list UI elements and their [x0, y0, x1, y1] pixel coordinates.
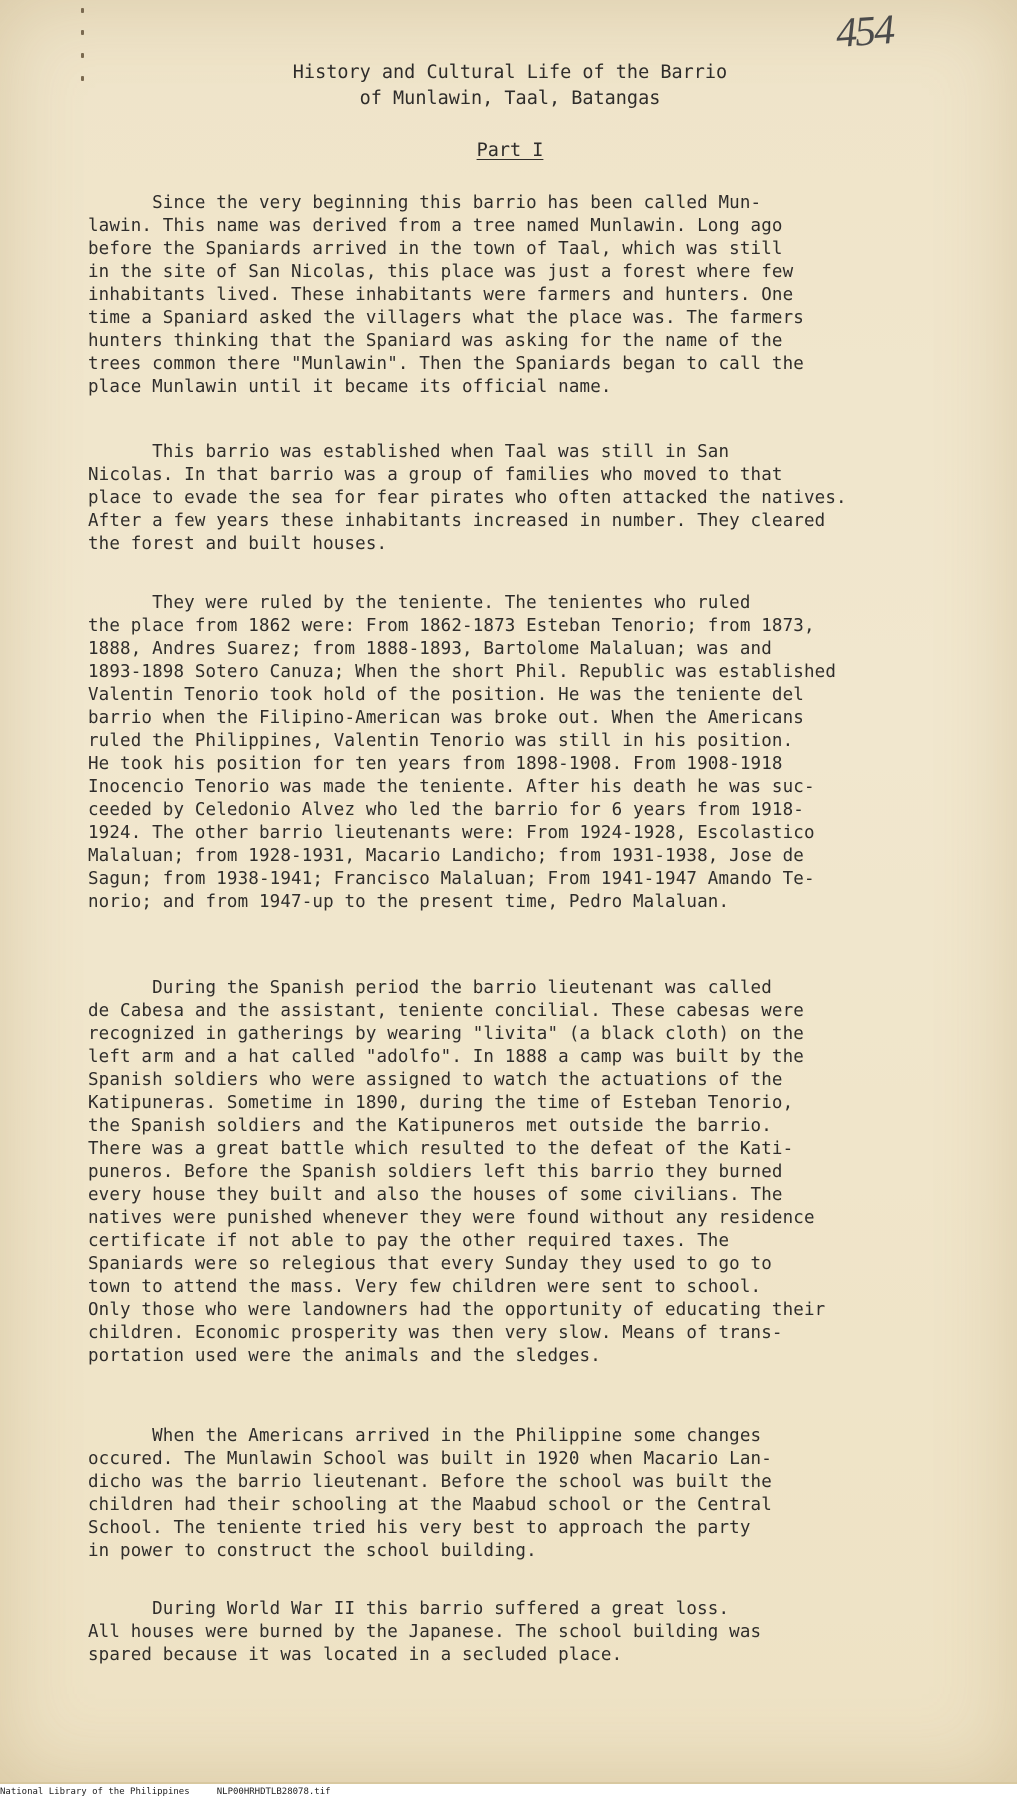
- paragraph-origin-of-name: Since the very beginning this barrio has been called Mun- lawin. This name was derived from a tree named Munlawin. Long ago before the Spaniards arrived in the town of Taal, which was still in the site of San Nicolas, this place was just a forest where few inhabitants lived. These inhabitants were farmers and hunters. One time a Spaniard asked the villagers what the place was. The farmers hunters thinking that the Spaniard was asking for the name of the trees common there "Munlawin". Then the Spaniards began to call the place Munlawin until it became its official name.: [88, 193, 804, 397]
- paragraph-tenientes: They were ruled by the teniente. The tenientes who ruled the place from 1862 were: From 1862-1873 Esteban Tenorio; from 1873, 1888, Andres Suarez; from 1888-1893, Bartolome Malaluan; was and 1893-1898 Sotero Canuza; When the short Phil. Republic was established Valentin Tenorio took hold of the position. He was the teniente del barrio when the Filipino-American was broke out. When the Americans ruled the Philippines, Valentin Tenorio was still in his position. He took his position for ten years from 1898-1908. From 1908-1918 Inocencio Tenorio was made the teniente. After his death he was suc- ceeded by Celedonio Alvez who led the barrio for 6 years from 1918- 1924. The other barrio lieutenants were: From 1924-1928, Escolastico Malaluan; from 1928-1931, Macario Landicho; from 1931-1938, Jose de Sagun; from 1938-1941; Francisco Malaluan; From 1941-1947 Amando Te- norio; and from 1947-up to the present time, Pedro Malaluan.: [88, 593, 837, 912]
- punch-mark: [81, 76, 84, 81]
- handwritten-page-number: 454: [834, 7, 895, 57]
- document-title-line-2: of Munlawin, Taal, Batangas: [359, 88, 661, 109]
- punch-mark: [81, 8, 84, 13]
- part-heading: [130, 140, 890, 161]
- paragraph-world-war-ii: During World War II this barrio suffered a great loss. All houses were burned by the Japanese. The school building was spared because it was located in a secluded place.: [88, 1599, 762, 1665]
- part-heading-text: Part I: [476, 140, 544, 161]
- archive-name: National Library of the Philippines: [0, 1787, 190, 1797]
- paragraph-establishment: This barrio was established when Taal was still in San Nicolas. In that barrio was a group of families who moved to that place to evade the sea for fear pirates who often attacked the natives. After a few years these inhabitants increased in number. They cleared the forest and built houses.: [88, 442, 847, 554]
- file-name: NLP00HRHDTLB28078.tif: [216, 1787, 331, 1797]
- punch-mark: [81, 53, 84, 58]
- paragraph-american-period: When the Americans arrived in the Philippine some changes occured. The Munlawin School was built in 1920 when Macario Lan- dicho was the barrio lieutenant. Before the school was built the children had their schooling at the Maabud school or the Central School. The teniente tried his very best to approach the party in power to construct the school building.: [88, 1426, 772, 1561]
- paragraph-spanish-period: During the Spanish period the barrio lieutenant was called de Cabesa and the assistant, teniente concilial. These cabesas were recognized in gatherings by wearing "livita" (a black cloth) on the left arm and a hat called "adolfo". In 1888 a camp was built by the Spanish soldiers who were assigned to watch the actuations of the Katipuneras. Sometime in 1890, during the time of Esteban Tenorio, the Spanish soldiers and the Katipuneros met outside the barrio. There was a great battle which resulted to the defeat of the Kati- puneros. Before the Spanish soldiers left this barrio they burned every house they built and also the houses of some civilians. The natives were punished whenever they were found without any residence certificate if not able to pay the other required taxes. The Spaniards were so relegious that every Sunday they used to go to town to attend the mass. Very few children were sent to school. Only those who were landowners had the opportunity of educating their children. Economic prosperity was then very slow. Means of trans- portation used were the animals and the sledges.: [88, 978, 826, 1366]
- document-title-line-1: History and Cultural Life of the Barrio: [292, 62, 728, 83]
- archive-footer: [0, 1784, 1017, 1800]
- punch-mark: [81, 30, 84, 35]
